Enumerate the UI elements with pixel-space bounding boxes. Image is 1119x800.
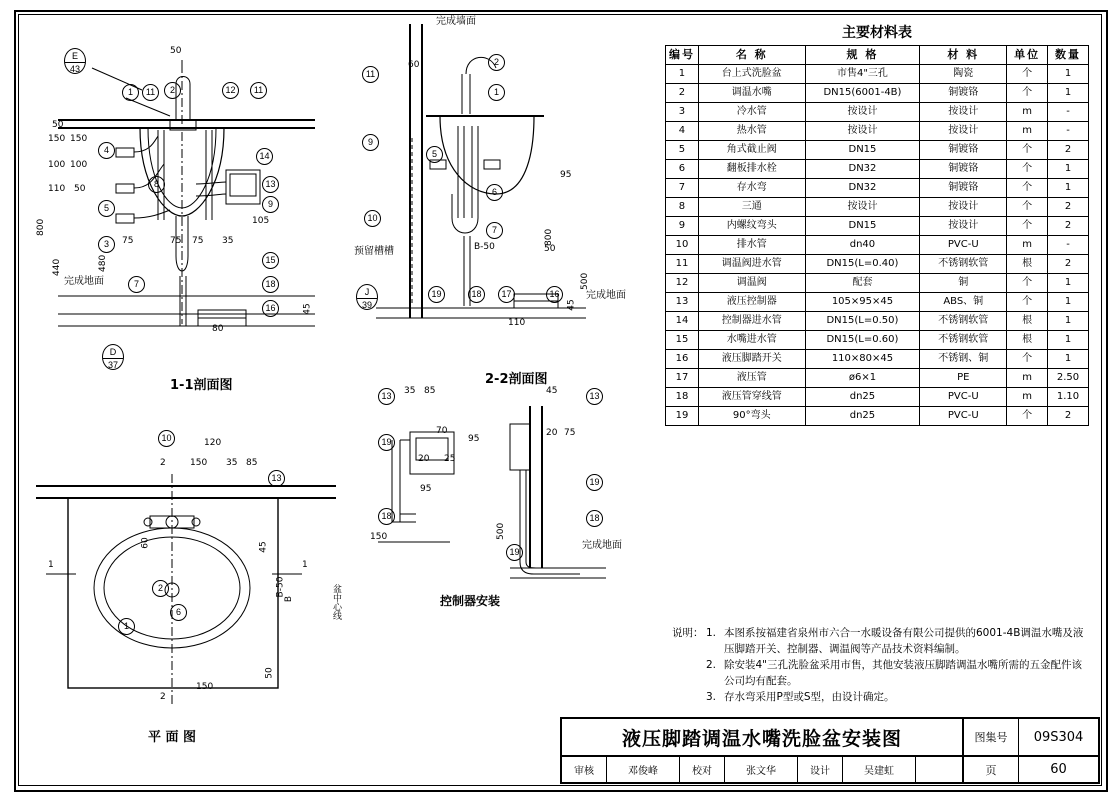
table-cell: 2 bbox=[1048, 198, 1089, 217]
table-cell: m bbox=[1007, 369, 1048, 388]
callout3-18a: 18 bbox=[378, 508, 395, 525]
table-cell: 2 bbox=[1048, 141, 1089, 160]
detail-bubble-e-43 bbox=[64, 48, 86, 74]
table-cell: 液压脚踏开关 bbox=[698, 350, 805, 369]
col-spec: 规 格 bbox=[805, 46, 920, 65]
page-number-block bbox=[964, 757, 1098, 782]
table-cell: 8 bbox=[666, 198, 699, 217]
table-cell: 个 bbox=[1007, 274, 1048, 293]
note-2-no: 2. bbox=[706, 659, 717, 671]
detail-bubble-e-top: E bbox=[71, 51, 78, 61]
note-3-no: 3. bbox=[706, 691, 717, 703]
fig3-dim-35: 35 bbox=[404, 386, 416, 396]
fig4-tag-b: B bbox=[284, 595, 295, 603]
table-cell: 根 bbox=[1007, 255, 1048, 274]
fig4-mark-2a: 2 bbox=[160, 458, 166, 468]
table-cell: - bbox=[1048, 103, 1089, 122]
table-cell: 液压控制器 bbox=[698, 293, 805, 312]
figure-controller-install bbox=[370, 386, 630, 612]
fig4-dim-50: 50 bbox=[264, 667, 275, 679]
table-cell: 105×95×45 bbox=[805, 293, 920, 312]
table-cell: 按设计 bbox=[920, 103, 1007, 122]
table-cell: 配套 bbox=[805, 274, 920, 293]
col-unit: 单位 bbox=[1007, 46, 1048, 65]
fig2-dim-60: 60 bbox=[408, 60, 420, 70]
table-cell: DN15 bbox=[805, 141, 920, 160]
table-cell: - bbox=[1048, 236, 1089, 255]
callout4-6: 6 bbox=[170, 604, 187, 621]
table-cell: 内螺纹弯头 bbox=[698, 217, 805, 236]
table-cell: - bbox=[1048, 122, 1089, 141]
table-cell: 19 bbox=[666, 407, 699, 426]
label-basin-centerline: 盆中心线 bbox=[331, 584, 341, 620]
detail-bubble-d-37 bbox=[102, 344, 124, 370]
label-finished-ground-3: 完成地面 bbox=[582, 540, 622, 551]
callout-5: 5 bbox=[98, 200, 115, 217]
table-cell: PVC-U bbox=[920, 236, 1007, 255]
detail-bubble-d-bottom: 37 bbox=[107, 360, 118, 370]
table-cell: dn25 bbox=[805, 388, 920, 407]
table-cell: 1 bbox=[1048, 312, 1089, 331]
table-cell: 7 bbox=[666, 179, 699, 198]
table-cell: 不锈钢软管 bbox=[920, 331, 1007, 350]
table-cell: DN15(L=0.40) bbox=[805, 255, 920, 274]
fig3-dim-70: 70 bbox=[436, 426, 448, 436]
table-cell: 按设计 bbox=[805, 103, 920, 122]
fig2-dim-50: 50 bbox=[544, 244, 556, 254]
figure-4-caption: 平 面 图 bbox=[148, 730, 197, 745]
fig4-dim-85: 85 bbox=[246, 458, 258, 468]
table-cell: 6 bbox=[666, 160, 699, 179]
col-no: 编号 bbox=[666, 46, 699, 65]
fig3-dim-45: 45 bbox=[546, 386, 558, 396]
table-cell: 18 bbox=[666, 388, 699, 407]
table-cell: 16 bbox=[666, 350, 699, 369]
callout2-6: 6 bbox=[486, 184, 503, 201]
table-row bbox=[666, 84, 1089, 103]
figure-1-linework bbox=[30, 24, 340, 384]
fig4-dim-60: 60 bbox=[140, 537, 151, 549]
table-cell: 4 bbox=[666, 122, 699, 141]
dim-75b: 75 bbox=[170, 236, 182, 246]
fig4-dim-150b: 150 bbox=[196, 682, 214, 692]
table-cell: 10 bbox=[666, 236, 699, 255]
table-cell: 铜镀铬 bbox=[920, 84, 1007, 103]
callout3-18b: 18 bbox=[586, 510, 603, 527]
table-cell: 14 bbox=[666, 312, 699, 331]
table-cell: 根 bbox=[1007, 331, 1048, 350]
callout2-1: 1 bbox=[488, 84, 505, 101]
table-row bbox=[666, 388, 1089, 407]
material-table-block bbox=[665, 22, 1089, 426]
note-row-3 bbox=[706, 689, 1092, 705]
table-cell: 1 bbox=[1048, 331, 1089, 350]
fig3-dim-25: 25 bbox=[444, 454, 456, 464]
fig3-dim-150: 150 bbox=[370, 532, 388, 542]
table-cell: 1 bbox=[1048, 350, 1089, 369]
note-2-text: 除安装4"三孔洗脸盆采用市售，其他安装液压脚踏调温水嘴所需的五金配件该公司均有配套。 bbox=[724, 659, 1083, 687]
table-cell: 1 bbox=[1048, 293, 1089, 312]
dim-150b: 150 bbox=[70, 134, 88, 144]
detail-bubble-d-top: D bbox=[109, 347, 117, 357]
callout-9: 9 bbox=[262, 196, 279, 213]
table-header-row bbox=[666, 46, 1089, 65]
table-cell: 1 bbox=[1048, 84, 1089, 103]
table-cell: 1 bbox=[1048, 274, 1089, 293]
table-cell: 控制器进水管 bbox=[698, 312, 805, 331]
table-cell: 9 bbox=[666, 217, 699, 236]
table-cell: 17 bbox=[666, 369, 699, 388]
col-name: 名 称 bbox=[698, 46, 805, 65]
fig4-dim-120: 120 bbox=[204, 438, 222, 448]
table-cell: 液压管 bbox=[698, 369, 805, 388]
notes-label: 说明： bbox=[672, 627, 704, 639]
table-cell: 12 bbox=[666, 274, 699, 293]
table-cell: 110×80×45 bbox=[805, 350, 920, 369]
table-cell: 陶瓷 bbox=[920, 65, 1007, 84]
callout2-19: 19 bbox=[428, 286, 445, 303]
fig2-dim-500: 500 bbox=[580, 272, 590, 290]
fig3-dim-85: 85 bbox=[424, 386, 436, 396]
table-cell: DN32 bbox=[805, 179, 920, 198]
label-reserved-slot: 预留槽槽 bbox=[354, 246, 394, 257]
fig3-dim-500: 500 bbox=[496, 522, 506, 540]
table-cell: 排水管 bbox=[698, 236, 805, 255]
dim-top-50: 50 bbox=[170, 46, 182, 56]
table-cell: ø6×1 bbox=[805, 369, 920, 388]
dim-50b: 50 bbox=[74, 184, 86, 194]
table-cell: 2 bbox=[1048, 407, 1089, 426]
table-row bbox=[666, 217, 1089, 236]
fig2-dim-800: 800 bbox=[544, 228, 554, 246]
table-cell: 调温水嘴 bbox=[698, 84, 805, 103]
atlas-number-block bbox=[964, 719, 1098, 757]
figure-plan bbox=[30, 414, 350, 714]
table-cell: dn25 bbox=[805, 407, 920, 426]
figure-section-1-1 bbox=[30, 24, 340, 384]
table-cell: 个 bbox=[1007, 198, 1048, 217]
table-cell: PE bbox=[920, 369, 1007, 388]
callout3-13a: 13 bbox=[378, 388, 395, 405]
table-cell: 铜镀铬 bbox=[920, 141, 1007, 160]
table-cell: 冷水管 bbox=[698, 103, 805, 122]
table-cell: 热水管 bbox=[698, 122, 805, 141]
table-cell: 个 bbox=[1007, 179, 1048, 198]
table-cell: DN15(L=0.50) bbox=[805, 312, 920, 331]
callout2-5: 5 bbox=[426, 146, 443, 163]
fig4-dim-150a: 150 bbox=[190, 458, 208, 468]
dim-50: 50 bbox=[52, 120, 64, 130]
fig4-dim-45: 45 bbox=[258, 541, 269, 553]
table-cell: DN15(6001-4B) bbox=[805, 84, 920, 103]
signature-name: 邓俊峰 bbox=[607, 757, 680, 782]
table-row bbox=[666, 407, 1089, 426]
dim-45: 45 bbox=[302, 303, 313, 315]
dim-100a: 100 bbox=[48, 160, 66, 170]
figure-2-caption: 2-2剖面图 bbox=[485, 372, 548, 387]
table-cell: 13 bbox=[666, 293, 699, 312]
callout-16: 16 bbox=[262, 300, 279, 317]
table-cell: 翻板排水栓 bbox=[698, 160, 805, 179]
fig3-dim-20b: 20 bbox=[546, 428, 558, 438]
callout3-13b: 13 bbox=[586, 388, 603, 405]
table-cell: 1 bbox=[1048, 65, 1089, 84]
table-cell: PVC-U bbox=[920, 388, 1007, 407]
callout3-19b: 19 bbox=[586, 474, 603, 491]
detail-bubble-j-bottom: 39 bbox=[361, 300, 372, 310]
table-row bbox=[666, 293, 1089, 312]
table-cell: PVC-U bbox=[920, 407, 1007, 426]
callout2-17: 17 bbox=[498, 286, 515, 303]
table-row bbox=[666, 160, 1089, 179]
table-cell: 不锈钢软管 bbox=[920, 255, 1007, 274]
callout2-9: 9 bbox=[362, 134, 379, 151]
table-cell: 个 bbox=[1007, 65, 1048, 84]
material-table bbox=[665, 45, 1089, 426]
detail-bubble-j-top: J bbox=[364, 287, 370, 297]
table-cell: 1 bbox=[666, 65, 699, 84]
table-cell: 按设计 bbox=[920, 122, 1007, 141]
table-cell: 个 bbox=[1007, 293, 1048, 312]
callout-15: 15 bbox=[262, 252, 279, 269]
callout2-2: 2 bbox=[488, 54, 505, 71]
table-row bbox=[666, 65, 1089, 84]
signature-name: 张文华 bbox=[725, 757, 798, 782]
table-cell: 90°弯头 bbox=[698, 407, 805, 426]
figure-3-linework bbox=[370, 392, 630, 612]
note-row-2 bbox=[706, 657, 1092, 689]
note-1-text: 本图系按福建省泉州市六合一水暖设备有限公司提供的6001-4B调温水嘴及液压脚踏开关、控制器、调温阀等产品技术资料编制。 bbox=[724, 627, 1084, 655]
callout-12: 12 bbox=[222, 82, 239, 99]
table-cell: DN15 bbox=[805, 217, 920, 236]
table-row bbox=[666, 369, 1089, 388]
callout4-13: 13 bbox=[268, 470, 285, 487]
dim-100b: 100 bbox=[70, 160, 88, 170]
callout3-19c: 19 bbox=[506, 544, 523, 561]
table-cell: 调温阀进水管 bbox=[698, 255, 805, 274]
table-row bbox=[666, 236, 1089, 255]
table-cell: ABS、铜 bbox=[920, 293, 1007, 312]
table-cell: 个 bbox=[1007, 84, 1048, 103]
table-row bbox=[666, 350, 1089, 369]
table-cell: 按设计 bbox=[920, 217, 1007, 236]
fig4-mark-1b: 1 bbox=[302, 560, 308, 570]
title-block bbox=[560, 717, 1100, 784]
table-cell: 液压管穿线管 bbox=[698, 388, 805, 407]
dim-480: 480 bbox=[98, 254, 108, 272]
table-cell: 1.10 bbox=[1048, 388, 1089, 407]
callout-1: 1 bbox=[122, 84, 139, 101]
table-row bbox=[666, 122, 1089, 141]
table-cell: 个 bbox=[1007, 217, 1048, 236]
table-cell: 1 bbox=[1048, 179, 1089, 198]
table-cell: m bbox=[1007, 103, 1048, 122]
fig4-mark-1a: 1 bbox=[48, 560, 54, 570]
fig2-dim-95: 95 bbox=[560, 170, 572, 180]
table-cell: 铜镀铬 bbox=[920, 179, 1007, 198]
dim-440: 440 bbox=[52, 258, 62, 276]
note-1-no: 1. bbox=[706, 627, 717, 639]
figure-1-caption: 1-1剖面图 bbox=[170, 378, 233, 393]
callout-11b: 11 bbox=[250, 82, 267, 99]
table-cell: 市售4"三孔 bbox=[805, 65, 920, 84]
table-cell: 调温阀 bbox=[698, 274, 805, 293]
callout2-18: 18 bbox=[468, 286, 485, 303]
callout-13: 13 bbox=[262, 176, 279, 193]
table-cell: 个 bbox=[1007, 160, 1048, 179]
callout3-19a: 19 bbox=[378, 434, 395, 451]
dim-150a: 150 bbox=[48, 134, 66, 144]
fig3-dim-75: 75 bbox=[564, 428, 576, 438]
dim-75c: 75 bbox=[192, 236, 204, 246]
label-finished-ground-2: 完成地面 bbox=[586, 290, 626, 301]
figure-section-2-2 bbox=[348, 18, 648, 378]
table-row bbox=[666, 331, 1089, 350]
table-cell: 5 bbox=[666, 141, 699, 160]
dim-80: 80 bbox=[212, 324, 224, 334]
fig4-mark-2b: 2 bbox=[160, 692, 166, 702]
signature-role: 校对 bbox=[680, 757, 725, 782]
table-row bbox=[666, 198, 1089, 217]
table-cell: 水嘴进水管 bbox=[698, 331, 805, 350]
table-cell: 台上式洗脸盆 bbox=[698, 65, 805, 84]
fig4-tag-b50: B-50 bbox=[275, 576, 286, 598]
table-cell: 存水弯 bbox=[698, 179, 805, 198]
callout4-1: 1 bbox=[118, 618, 135, 635]
table-cell: 3 bbox=[666, 103, 699, 122]
callout-11: 11 bbox=[142, 84, 159, 101]
dim-110: 110 bbox=[48, 184, 66, 194]
dim-800: 800 bbox=[36, 218, 46, 236]
table-cell: dn40 bbox=[805, 236, 920, 255]
notes-block bbox=[672, 625, 1092, 705]
note-row-1 bbox=[672, 625, 1092, 657]
table-cell: m bbox=[1007, 122, 1048, 141]
table-cell: m bbox=[1007, 388, 1048, 407]
signature-role: 设计 bbox=[798, 757, 843, 782]
table-cell: 不锈钢、铜 bbox=[920, 350, 1007, 369]
page-label: 页 bbox=[964, 757, 1019, 782]
table-cell: 2 bbox=[666, 84, 699, 103]
callout-18: 18 bbox=[262, 276, 279, 293]
fig3-dim-95b: 95 bbox=[420, 484, 432, 494]
fig2-dim-110: 110 bbox=[508, 318, 526, 328]
signature-role: 审核 bbox=[562, 757, 607, 782]
table-cell: 按设计 bbox=[805, 122, 920, 141]
callout-2: 2 bbox=[164, 82, 181, 99]
fig2-tag-b50: B-50 bbox=[474, 242, 495, 252]
table-cell: 按设计 bbox=[805, 198, 920, 217]
material-table-caption: 主要材料表 bbox=[842, 25, 912, 41]
table-row bbox=[666, 312, 1089, 331]
detail-bubble-j-39 bbox=[356, 284, 378, 310]
fig2-dim-45: 45 bbox=[566, 299, 577, 311]
detail-bubble-e-bottom: 43 bbox=[69, 64, 80, 74]
table-cell: 2 bbox=[1048, 255, 1089, 274]
callout4-10: 10 bbox=[158, 430, 175, 447]
callout-3: 3 bbox=[98, 236, 115, 253]
note-3-text: 存水弯采用P型或S型，由设计确定。 bbox=[724, 691, 895, 703]
callout-7: 7 bbox=[128, 276, 145, 293]
atlas-value: 09S304 bbox=[1033, 729, 1084, 745]
label-finished-wall-2: 完成墙面 bbox=[436, 16, 476, 27]
table-row bbox=[666, 179, 1089, 198]
fig3-dim-20a: 20 bbox=[418, 454, 430, 464]
table-cell: 个 bbox=[1007, 350, 1048, 369]
signature-name: 吴建虹 bbox=[843, 757, 916, 782]
table-cell: DN15(L=0.60) bbox=[805, 331, 920, 350]
figure-3-caption: 控制器安装 bbox=[440, 594, 501, 608]
label-finished-ground-1: 完成地面 bbox=[64, 276, 104, 287]
table-cell: 2 bbox=[1048, 217, 1089, 236]
table-cell: 1 bbox=[1048, 160, 1089, 179]
table-cell: 15 bbox=[666, 331, 699, 350]
table-cell: 角式截止阀 bbox=[698, 141, 805, 160]
callout2-16: 16 bbox=[546, 286, 563, 303]
table-cell: 三通 bbox=[698, 198, 805, 217]
callout4-2: 2 bbox=[152, 580, 169, 597]
fig3-dim-95a: 95 bbox=[468, 434, 480, 444]
callout-4: 4 bbox=[98, 142, 115, 159]
table-row bbox=[666, 255, 1089, 274]
table-cell: 按设计 bbox=[920, 198, 1007, 217]
table-cell: 个 bbox=[1007, 141, 1048, 160]
dim-75a: 75 bbox=[122, 236, 134, 246]
callout2-11: 11 bbox=[362, 66, 379, 83]
dim-105: 105 bbox=[252, 216, 270, 226]
signature-row bbox=[562, 757, 964, 782]
table-cell: 个 bbox=[1007, 407, 1048, 426]
table-cell: 根 bbox=[1007, 312, 1048, 331]
col-qty: 数量 bbox=[1048, 46, 1089, 65]
table-row bbox=[666, 274, 1089, 293]
fig4-dim-35: 35 bbox=[226, 458, 238, 468]
table-row bbox=[666, 141, 1089, 160]
drawing-title: 液压脚踏调温水嘴洗脸盆安装图 bbox=[562, 719, 964, 757]
col-mat: 材 料 bbox=[920, 46, 1007, 65]
table-cell: 11 bbox=[666, 255, 699, 274]
table-cell: m bbox=[1007, 236, 1048, 255]
table-cell: DN32 bbox=[805, 160, 920, 179]
callout2-10: 10 bbox=[364, 210, 381, 227]
page-value: 60 bbox=[1050, 762, 1067, 777]
callout2-7: 7 bbox=[486, 222, 503, 239]
table-cell: 2.50 bbox=[1048, 369, 1089, 388]
dim-35: 35 bbox=[222, 236, 234, 246]
table-row bbox=[666, 103, 1089, 122]
callout-14: 14 bbox=[256, 148, 273, 165]
callout-8: 8 bbox=[148, 176, 165, 193]
table-cell: 铜镀铬 bbox=[920, 160, 1007, 179]
table-cell: 不锈钢软管 bbox=[920, 312, 1007, 331]
atlas-label: 图集号 bbox=[964, 719, 1019, 755]
table-cell: 铜 bbox=[920, 274, 1007, 293]
